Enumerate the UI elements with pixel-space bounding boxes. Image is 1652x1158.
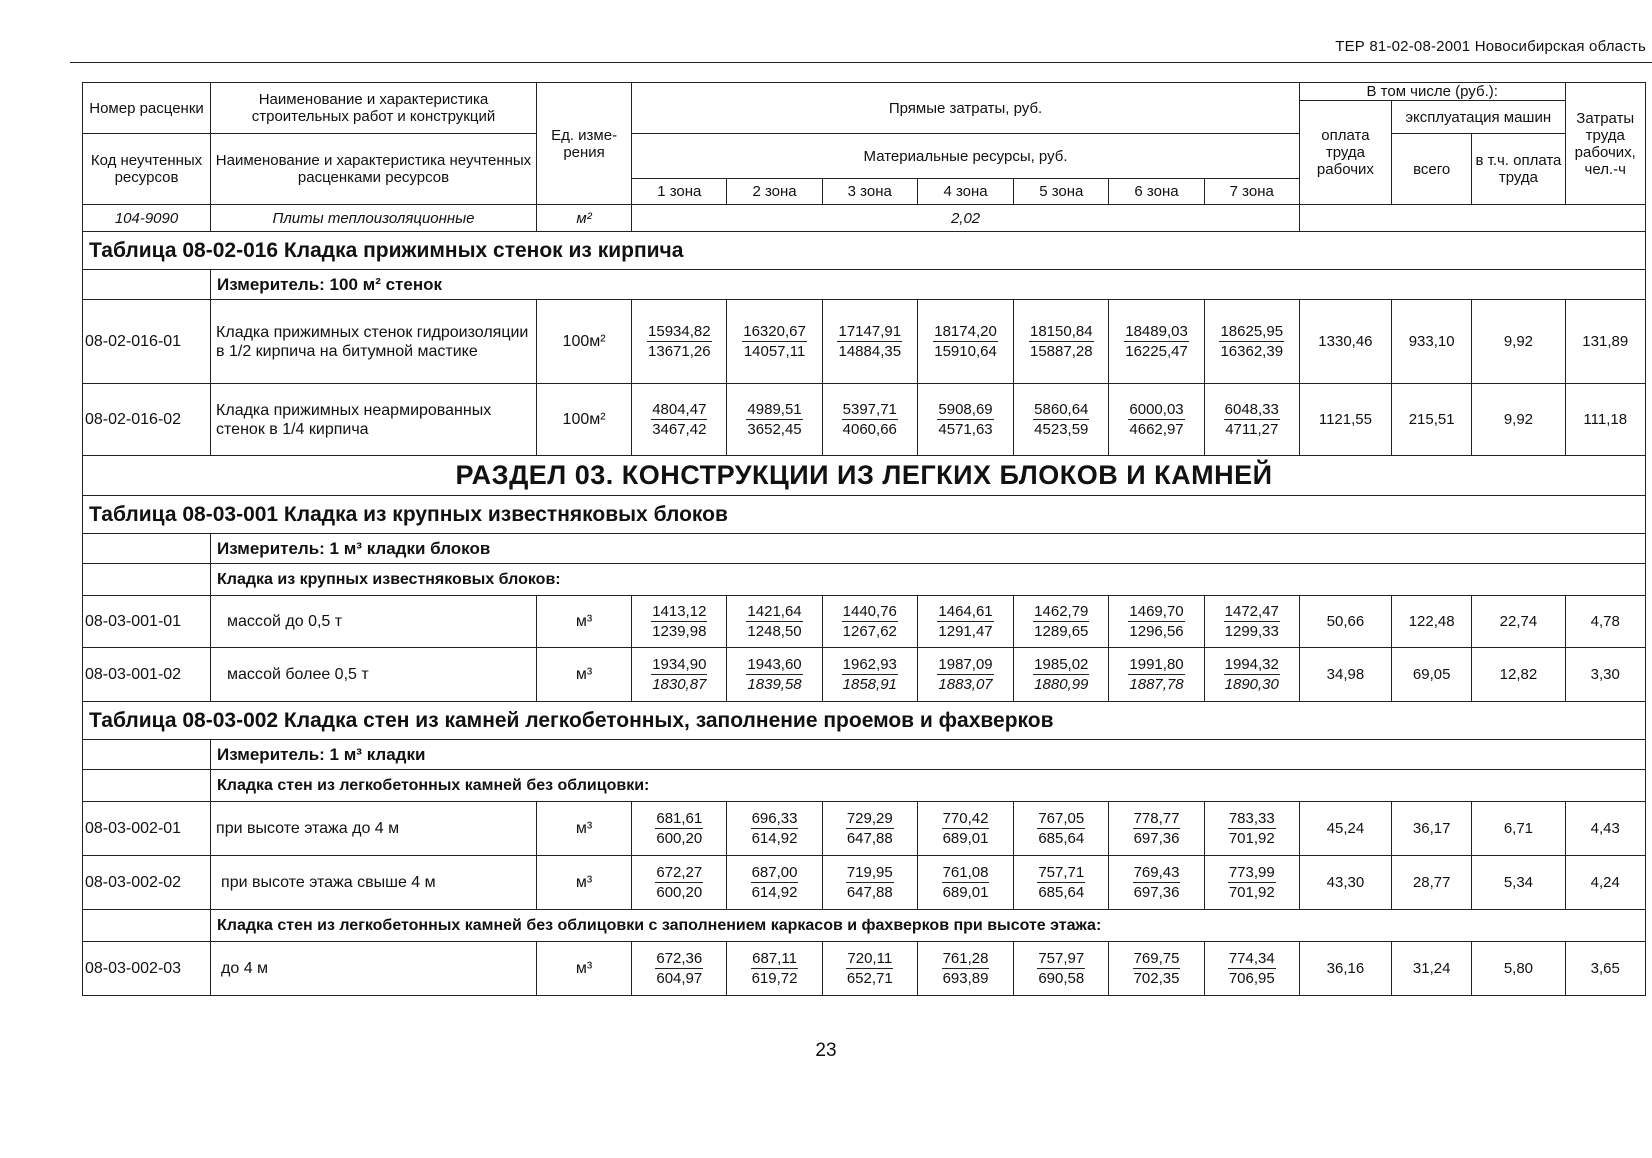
labor-hours: 131,89: [1565, 300, 1646, 384]
col-direct-header: Прямые затраты, руб.: [632, 83, 1300, 134]
machine-cost: 31,24: [1391, 942, 1471, 996]
machine-cost: 215,51: [1391, 384, 1471, 456]
labor-hours: 111,18: [1565, 384, 1646, 456]
zone-cell: $\frac{5397,71}{4060,66}$: [822, 384, 917, 456]
col-name-header: Наименование и характеристика строительных работ и конструкций: [211, 83, 537, 134]
rate-unit: м³: [536, 856, 631, 910]
page-number: 23: [815, 1040, 837, 1061]
zone-cell: $\frac{18174,20}{15910,64}$: [917, 300, 1013, 384]
col-hours-header: Затраты труда рабочих, чел.-ч: [1565, 83, 1646, 205]
machine-pay: 12,82: [1472, 648, 1565, 702]
table-row: [83, 942, 1646, 996]
resource-value: 2,02: [632, 205, 1300, 232]
rate-unit: м³: [536, 802, 631, 856]
empty-cell: [83, 740, 211, 770]
zone-cell: $\frac{1934,90}{1830,87}$: [632, 648, 727, 702]
machine-pay: 6,71: [1472, 802, 1565, 856]
rate-unit: 100м²: [536, 300, 631, 384]
zone-header: 5 зона: [1014, 179, 1109, 205]
zone-cell: $\frac{4989,51}{3652,45}$: [727, 384, 822, 456]
table-row: [83, 596, 1646, 648]
rate-unit: 100м²: [536, 384, 631, 456]
machine-pay: 9,92: [1472, 384, 1565, 456]
rate-code: 08-03-001-01: [83, 596, 211, 648]
labor-cost: 45,24: [1299, 802, 1391, 856]
machine-cost: 36,17: [1391, 802, 1471, 856]
rate-code: 08-03-002-03: [83, 942, 211, 996]
zone-cell: $\frac{18150,84}{15887,28}$: [1014, 300, 1109, 384]
group-subtitle: Кладка стен из легкобетонных камней без облицовки:: [211, 770, 1646, 802]
zone-cell: $\frac{720,11}{652,71}$: [822, 942, 917, 996]
zone-cell: $\frac{769,43}{697,36}$: [1109, 856, 1204, 910]
zone-header: 4 зона: [917, 179, 1013, 205]
resource-name: Плиты теплоизоляционные: [211, 205, 537, 232]
rate-code: 08-03-002-02: [83, 856, 211, 910]
zone-cell: $\frac{16320,67}{14057,11}$: [727, 300, 822, 384]
zone-cell: $\frac{672,36}{604,97}$: [632, 942, 727, 996]
zone-cell: $\frac{5908,69}{4571,63}$: [917, 384, 1013, 456]
zone-cell: $\frac{1943,60}{1839,58}$: [727, 648, 822, 702]
col-unit-header: Ед. изме-рения: [536, 83, 631, 205]
machine-cost: 69,05: [1391, 648, 1471, 702]
machine-pay: 5,80: [1472, 942, 1565, 996]
zone-cell: $\frac{757,71}{685,64}$: [1014, 856, 1109, 910]
rate-unit: м³: [536, 596, 631, 648]
zone-cell: $\frac{1987,09}{1883,07}$: [917, 648, 1013, 702]
zone-cell: $\frac{1464,61}{1291,47}$: [917, 596, 1013, 648]
rates-table: [82, 82, 1646, 996]
measure-label: Измеритель: 1 м³ кладки: [211, 740, 1646, 770]
zone-cell: $\frac{1962,93}{1858,91}$: [822, 648, 917, 702]
zone-cell: $\frac{15934,82}{13671,26}$: [632, 300, 727, 384]
zone-cell: $\frac{1994,32}{1890,30}$: [1204, 648, 1299, 702]
zone-cell: $\frac{757,97}{690,58}$: [1014, 942, 1109, 996]
section-title: РАЗДЕЛ 03. КОНСТРУКЦИИ ИЗ ЛЕГКИХ БЛОКОВ И КАМНЕЙ: [83, 456, 1646, 496]
zone-cell: $\frac{672,27}{600,20}$: [632, 856, 727, 910]
rate-code: 08-03-001-02: [83, 648, 211, 702]
zone-cell: $\frac{6048,33}{4711,27}$: [1204, 384, 1299, 456]
zone-cell: $\frac{18489,03}{16225,47}$: [1109, 300, 1204, 384]
zone-cell: $\frac{681,61}{600,20}$: [632, 802, 727, 856]
rate-name: при высоте этажа до 4 м: [211, 802, 537, 856]
col-num-header: Номер расценки: [83, 83, 211, 134]
labor-cost: 43,30: [1299, 856, 1391, 910]
resource-row: [83, 205, 1646, 232]
zone-cell: $\frac{774,34}{706,95}$: [1204, 942, 1299, 996]
zone-cell: $\frac{783,33}{701,92}$: [1204, 802, 1299, 856]
col-total-header: всего: [1391, 134, 1471, 205]
labor-hours: 4,78: [1565, 596, 1646, 648]
zone-cell: $\frac{773,99}{701,92}$: [1204, 856, 1299, 910]
zone-cell: $\frac{1469,70}{1296,56}$: [1109, 596, 1204, 648]
resource-unit: м²: [536, 205, 631, 232]
zone-cell: $\frac{18625,95}{16362,39}$: [1204, 300, 1299, 384]
empty-cell: [83, 564, 211, 596]
labor-cost: 50,66: [1299, 596, 1391, 648]
document-header: ТЕР 81-02-08-2001 Новосибирская область: [1335, 38, 1646, 55]
labor-cost: 1330,46: [1299, 300, 1391, 384]
rate-code: 08-03-002-01: [83, 802, 211, 856]
labor-hours: 3,30: [1565, 648, 1646, 702]
zone-header: 1 зона: [632, 179, 727, 205]
rate-name: при высоте этажа свыше 4 м: [211, 856, 537, 910]
labor-hours: 4,24: [1565, 856, 1646, 910]
zone-cell: $\frac{5860,64}{4523,59}$: [1014, 384, 1109, 456]
zone-cell: $\frac{6000,03}{4662,97}$: [1109, 384, 1204, 456]
rate-name: Кладка прижимных стенок гидроизоляции в 1/2 кирпича на битумной мастике: [211, 300, 537, 384]
machine-cost: 28,77: [1391, 856, 1471, 910]
zone-header: 3 зона: [822, 179, 917, 205]
table-row: [83, 856, 1646, 910]
col-code-header: Код неучтенных ресурсов: [83, 134, 211, 205]
zone-cell: $\frac{4804,47}{3467,42}$: [632, 384, 727, 456]
rate-name: массой более 0,5 т: [211, 648, 537, 702]
labor-cost: 36,16: [1299, 942, 1391, 996]
zone-cell: $\frac{1421,64}{1248,50}$: [727, 596, 822, 648]
zone-header: 7 зона: [1204, 179, 1299, 205]
zone-cell: $\frac{696,33}{614,92}$: [727, 802, 822, 856]
empty-cell: [83, 770, 211, 802]
col-incl-pay-header: в т.ч. оплата труда: [1472, 134, 1565, 205]
zone-cell: $\frac{767,05}{685,64}$: [1014, 802, 1109, 856]
empty-cell: [83, 910, 211, 942]
zone-cell: $\frac{1440,76}{1267,62}$: [822, 596, 917, 648]
empty-cell: [83, 534, 211, 564]
machine-cost: 122,48: [1391, 596, 1471, 648]
table-row: [83, 648, 1646, 702]
zone-cell: $\frac{761,08}{689,01}$: [917, 856, 1013, 910]
machine-pay: 9,92: [1472, 300, 1565, 384]
measure-label: Измеритель: 1 м³ кладки блоков: [211, 534, 1646, 564]
col-materials-header: Материальные ресурсы, руб.: [632, 134, 1300, 179]
zone-cell: $\frac{761,28}{693,89}$: [917, 942, 1013, 996]
resource-empty: [1299, 205, 1645, 232]
zone-cell: $\frac{17147,91}{14884,35}$: [822, 300, 917, 384]
labor-cost: 1121,55: [1299, 384, 1391, 456]
table-row: [83, 802, 1646, 856]
zone-cell: $\frac{1472,47}{1299,33}$: [1204, 596, 1299, 648]
table-row: [83, 384, 1646, 456]
machine-pay: 5,34: [1472, 856, 1565, 910]
table-title: Таблица 08-03-001 Кладка из крупных известняковых блоков: [83, 496, 1646, 534]
zone-cell: $\frac{769,75}{702,35}$: [1109, 942, 1204, 996]
rate-unit: м³: [536, 648, 631, 702]
resource-code: 104-9090: [83, 205, 211, 232]
rate-name: до 4 м: [211, 942, 537, 996]
table-row: [83, 300, 1646, 384]
rate-code: 08-02-016-01: [83, 300, 211, 384]
group-subtitle: Кладка из крупных известняковых блоков:: [211, 564, 1646, 596]
empty-cell: [83, 270, 211, 300]
zone-cell: $\frac{729,29}{647,88}$: [822, 802, 917, 856]
group-subtitle: Кладка стен из легкобетонных камней без облицовки с заполнением каркасов и фахверков при высоте этажа:: [211, 910, 1646, 942]
zone-cell: $\frac{770,42}{689,01}$: [917, 802, 1013, 856]
table-title: Таблица 08-02-016 Кладка прижимных стенок из кирпича: [83, 232, 1646, 270]
header-rule: [70, 62, 1652, 63]
rate-name: Кладка прижимных неармированных стенок в 1/4 кирпича: [211, 384, 537, 456]
zone-cell: $\frac{719,95}{647,88}$: [822, 856, 917, 910]
zone-cell: $\frac{1413,12}{1239,98}$: [632, 596, 727, 648]
machine-cost: 933,10: [1391, 300, 1471, 384]
machine-pay: 22,74: [1472, 596, 1565, 648]
zone-cell: $\frac{778,77}{697,36}$: [1109, 802, 1204, 856]
labor-cost: 34,98: [1299, 648, 1391, 702]
table-title: Таблица 08-03-002 Кладка стен из камней легкобетонных, заполнение проемов и фахверков: [83, 702, 1646, 740]
zone-header: 6 зона: [1109, 179, 1204, 205]
rate-unit: м³: [536, 942, 631, 996]
zone-cell: $\frac{1985,02}{1880,99}$: [1014, 648, 1109, 702]
zone-cell: $\frac{1462,79}{1289,65}$: [1014, 596, 1109, 648]
measure-label: Измеритель: 100 м² стенок: [211, 270, 1646, 300]
zone-header: 2 зона: [727, 179, 822, 205]
zone-cell: $\frac{687,00}{614,92}$: [727, 856, 822, 910]
zone-cell: $\frac{687,11}{619,72}$: [727, 942, 822, 996]
labor-hours: 3,65: [1565, 942, 1646, 996]
labor-hours: 4,43: [1565, 802, 1646, 856]
col-name2-header: Наименование и характеристика неучтенных расценками ресурсов: [211, 134, 537, 205]
zone-cell: $\frac{1991,80}{1887,78}$: [1109, 648, 1204, 702]
col-machines-header: эксплуатация машин: [1391, 101, 1565, 134]
col-incl-header: В том числе (руб.):: [1299, 83, 1565, 101]
rate-code: 08-02-016-02: [83, 384, 211, 456]
rate-name: массой до 0,5 т: [211, 596, 537, 648]
col-labor-header: оплата труда рабочих: [1299, 101, 1391, 205]
